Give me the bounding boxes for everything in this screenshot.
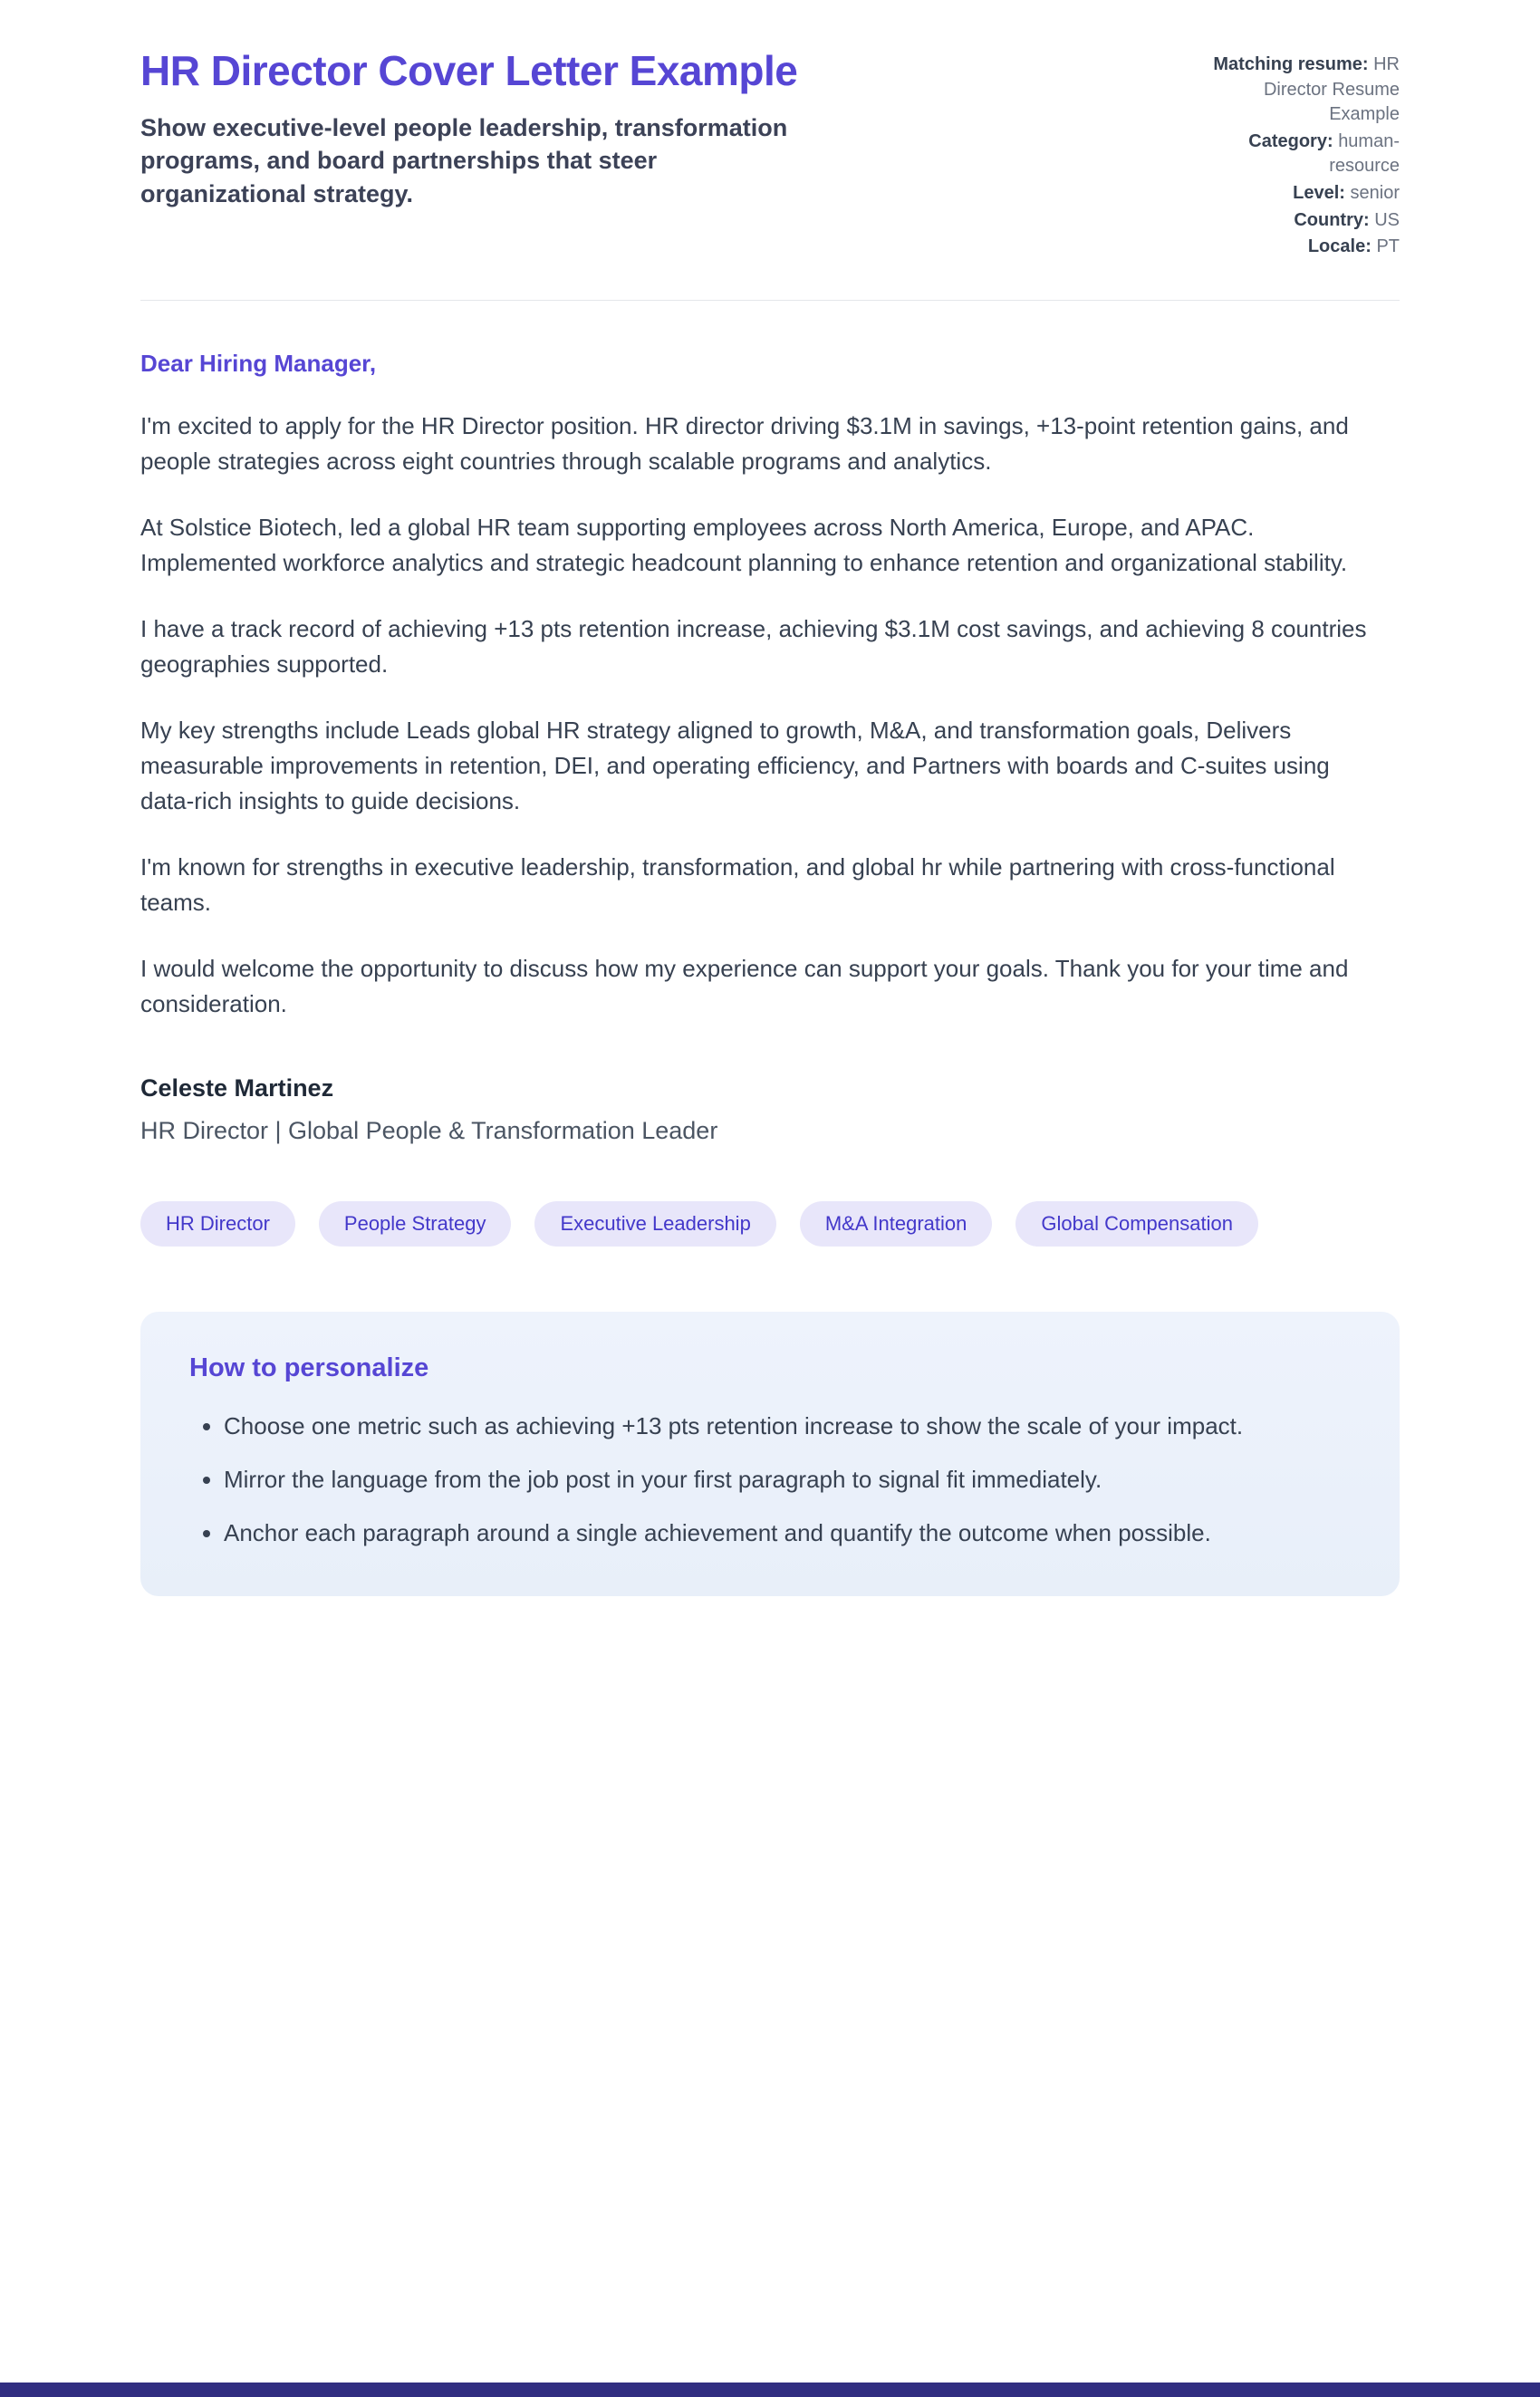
letter-paragraph: At Solstice Biotech, led a global HR team supporting employees across North America, Europe, and APAC. Implemented workforce analytics and strategic headcount planning to enhance retention and organizational stability. (140, 513, 1348, 576)
letter-paragraph: I have a track record of achieving +13 pts retention increase, achieving $3.1M cost savings, and achieving 8 countries geographies supported. (140, 614, 1367, 678)
tag-people-strategy[interactable]: People Strategy (319, 1201, 512, 1247)
header-left (140, 47, 802, 210)
signature-name: Celeste Martinez (140, 1073, 334, 1102)
meta-value: human-resource (1329, 130, 1400, 177)
page-title: HR Director Cover Letter Example (140, 47, 798, 94)
meta-row-matching-resume (1193, 53, 1400, 128)
cover-letter (140, 350, 1400, 1596)
personalize-tip: • Choose one metric such as achieving +13 pts retention increase to show the scale of your impact. (224, 1409, 1338, 1444)
header (140, 47, 1400, 262)
personalize-heading: How to personalize (189, 1353, 429, 1382)
signature-title: HR Director | Global People & Transformation Leader (140, 1116, 718, 1144)
letter-paragraph: My key strengths include Leads global HR strategy aligned to growth, M&A, and transformation goals, Delivers measurable improvements in retention, DEI, and operating efficiency, and Partners with boards and C-suites using data-rich insights to guide decisions. (140, 716, 1330, 814)
meta-label: Country: (1294, 209, 1370, 230)
personalize-tip: • Mirror the language from the job post in your first paragraph to signal fit immediately. (224, 1462, 1338, 1497)
tag-hr-director[interactable]: HR Director (140, 1201, 295, 1247)
tag-executive-leadership[interactable]: Executive Leadership (534, 1201, 775, 1247)
meta-row-level (1193, 181, 1400, 207)
meta-value: US (1374, 209, 1400, 230)
meta-panel (1193, 47, 1400, 262)
page-subtitle: Show executive-level people leadership, transformation programs, and board partnerships that steer organizational strategy. (140, 113, 788, 207)
letter-paragraph: I'm known for strengths in executive leadership, transformation, and global hr while partnering with cross-functional teams. (140, 852, 1335, 916)
footer-bar (0, 2383, 1540, 2397)
personalize-box (140, 1312, 1400, 1596)
meta-row-locale (1193, 235, 1400, 260)
tag-ma-integration[interactable]: M&A Integration (800, 1201, 993, 1247)
meta-row-category (1193, 130, 1400, 179)
greeting: Dear Hiring Manager, (140, 349, 377, 377)
meta-label: Category: (1248, 130, 1333, 151)
letter-paragraph: I would welcome the opportunity to discuss how my experience can support your goals. Thank you for your time and consideration. (140, 954, 1349, 1017)
meta-row-country (1193, 208, 1400, 234)
meta-label: Locale: (1307, 236, 1372, 257)
divider (140, 300, 1400, 301)
personalize-tip-list (189, 1409, 1351, 1551)
tag-list (140, 1201, 1400, 1247)
content-container (140, 0, 1400, 1596)
meta-value: senior (1350, 182, 1400, 203)
tag-global-compensation[interactable]: Global Compensation (1015, 1201, 1258, 1247)
personalize-tip: • Anchor each paragraph around a single achievement and quantify the outcome when possible. (224, 1516, 1338, 1551)
meta-label: Level: (1293, 182, 1345, 203)
meta-value: HR Director Resume Example (1263, 54, 1400, 125)
meta-value: PT (1376, 236, 1400, 257)
letter-paragraph: I'm excited to apply for the HR Director position. HR director driving $3.1M in savings, +13-point retention gains, and people strategies across eight countries through scalable programs and analytics. (140, 411, 1349, 475)
meta-label: Matching resume: (1213, 54, 1369, 74)
